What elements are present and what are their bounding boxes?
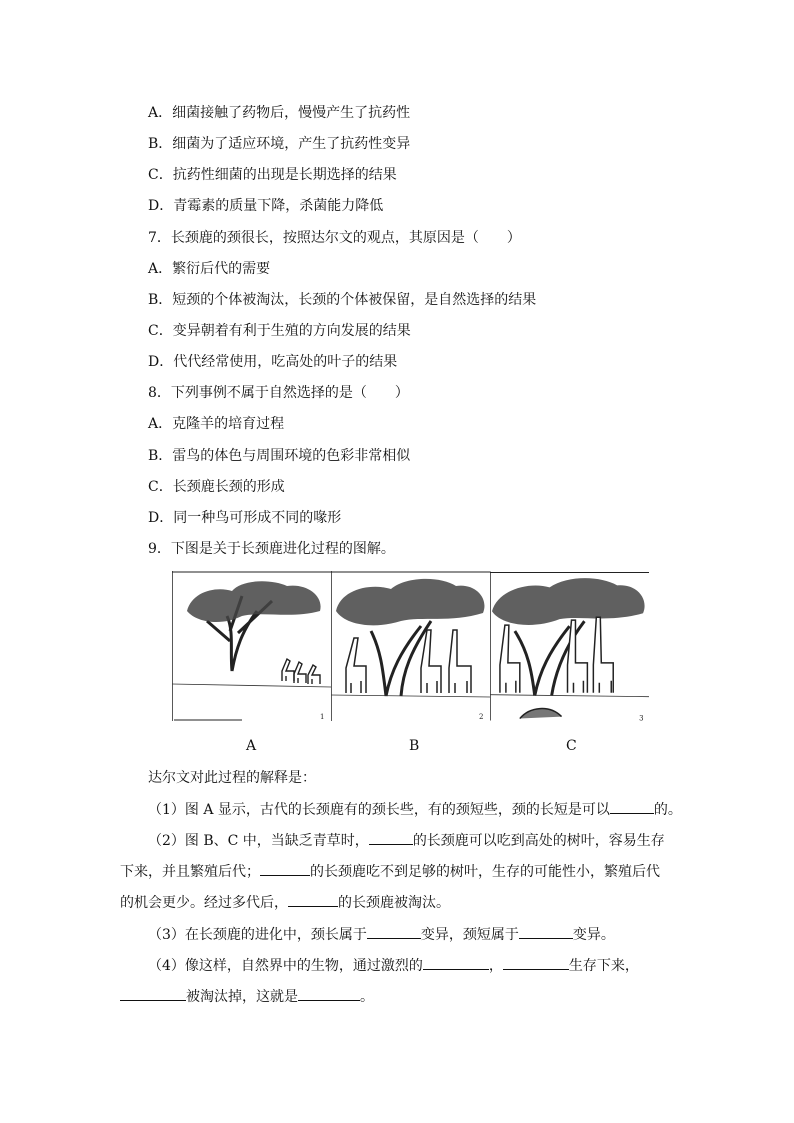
figure-caption-c: C bbox=[566, 738, 577, 754]
q9-intro: 达尔文对此过程的解释是： bbox=[148, 770, 316, 786]
answer-blank[interactable] bbox=[503, 955, 569, 970]
panel-number-3: 3 bbox=[639, 714, 644, 723]
q7-stem: 7．长颈鹿的颈很长，按照达尔文的观点，其原因是（ ） bbox=[148, 230, 521, 246]
figure-caption-a: A bbox=[246, 738, 257, 754]
q9-part-2-line-3: 的机会更少。经过多代后， 的长颈鹿被淘汰。 bbox=[120, 892, 450, 913]
q9-part-4-line-2: 被淘汰掉，这就是 。 bbox=[120, 986, 374, 1007]
q7-option-a: A．繁衍后代的需要 bbox=[148, 261, 271, 277]
q8-option-c: C．长颈鹿长颈的形成 bbox=[148, 479, 285, 495]
panel-number-1: 1 bbox=[320, 713, 325, 721]
answer-blank[interactable] bbox=[298, 986, 360, 1001]
answer-blank[interactable] bbox=[610, 799, 654, 814]
figure-caption-b: B bbox=[409, 738, 420, 754]
panel-number-2: 2 bbox=[479, 713, 484, 721]
figure-panel-a bbox=[172, 571, 331, 725]
q6-option-d: D．青霉素的质量下降，杀菌能力降低 bbox=[148, 198, 384, 214]
figure-panel-b bbox=[331, 571, 490, 725]
answer-blank[interactable] bbox=[367, 924, 421, 939]
q6-option-b: B．细菌为了适应环境，产生了抗药性变异 bbox=[148, 136, 411, 152]
answer-blank[interactable] bbox=[120, 986, 186, 1001]
q9-part-1: （1）图 A 显示，古代的长颈鹿有的颈长些，有的颈短些，颈的长短是可以 的。 bbox=[148, 799, 682, 820]
q7-option-d: D．代代经常使用，吃高处的叶子的结果 bbox=[148, 354, 398, 370]
q6-option-c: C．抗药性细菌的出现是长期选择的结果 bbox=[148, 167, 397, 183]
answer-blank[interactable] bbox=[519, 924, 573, 939]
answer-blank[interactable] bbox=[369, 830, 413, 845]
answer-blank[interactable] bbox=[260, 861, 310, 876]
q7-option-b: B．短颈的个体被淘汰，长颈的个体被保留，是自然选择的结果 bbox=[148, 292, 537, 308]
q8-option-a: A．克隆羊的培育过程 bbox=[148, 416, 285, 432]
answer-blank[interactable] bbox=[288, 892, 338, 907]
q8-stem: 8．下列事例不属于自然选择的是（ ） bbox=[148, 385, 409, 401]
q9-part-2-line-2: 下来，并且繁殖后代； 的长颈鹿吃不到足够的树叶，生存的可能性小，繁殖后代 bbox=[120, 861, 660, 882]
q8-option-d: D．同一种鸟可形成不同的喙形 bbox=[148, 510, 342, 526]
giraffe-evolution-figure bbox=[172, 571, 650, 725]
q9-part-2-line-1: （2）图 B、C 中，当缺乏青草时， 的长颈鹿可以吃到高处的树叶，容易生存 bbox=[148, 830, 665, 851]
figure-panel-c bbox=[490, 571, 649, 725]
q9-part-3: （3）在长颈鹿的进化中，颈长属于 变异，颈短属于 变异。 bbox=[148, 924, 615, 945]
q6-option-a: A．细菌接触了药物后，慢慢产生了抗药性 bbox=[148, 105, 411, 121]
q8-option-b: B．雷鸟的体色与周围环境的色彩非常相似 bbox=[148, 448, 411, 464]
q9-stem: 9．下图是关于长颈鹿进化过程的图解。 bbox=[148, 541, 395, 557]
q7-option-c: C．变异朝着有利于生殖的方向发展的结果 bbox=[148, 323, 411, 339]
answer-blank[interactable] bbox=[423, 955, 489, 970]
q9-part-4-line-1: （4）像这样，自然界中的生物，通过激烈的 ， 生存下来， bbox=[148, 955, 639, 976]
